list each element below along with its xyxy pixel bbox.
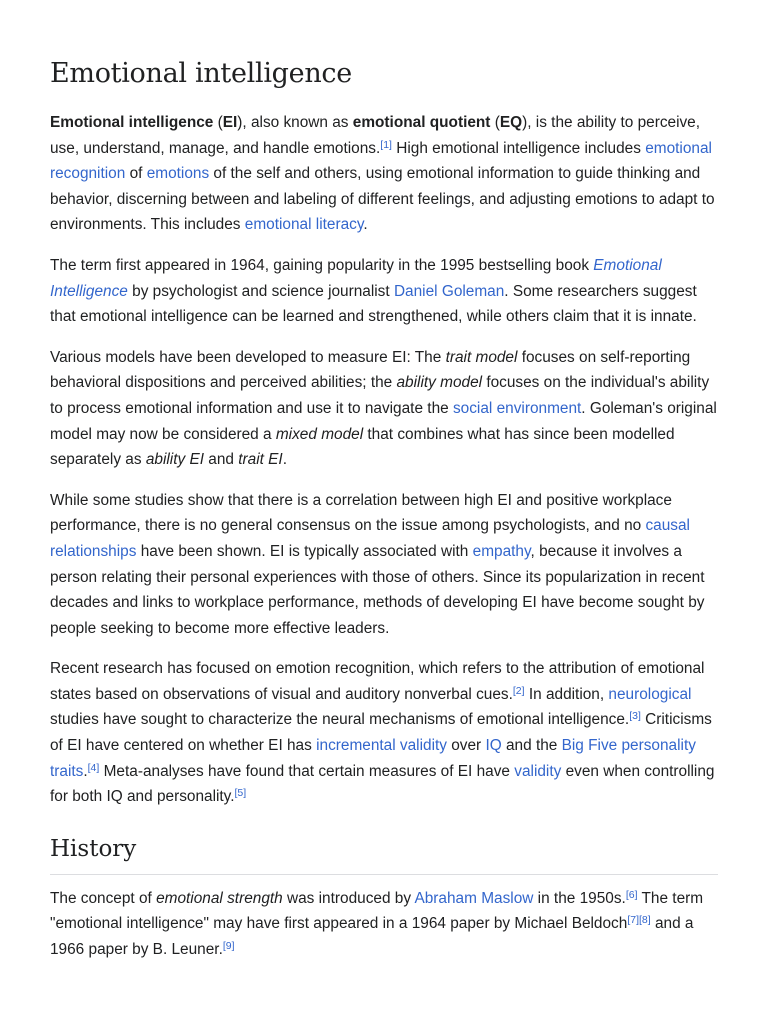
text: While some studies show that there is a correlation between high EI and positive workplace performance, there is no general consensus on the issue among psychologists, and no [50,491,672,535]
text: ( [490,114,500,131]
italic-term: ability model [396,374,483,392]
link-incremental-validity[interactable]: incremental validity [316,737,447,755]
link-big-five-personality-traits[interactable]: Big Five personality traits [50,737,696,780]
italic-term: mixed model [275,425,364,443]
text: . [83,762,88,780]
text: . [363,216,368,234]
bold-term: EI [222,114,238,131]
text: have been shown. EI is typically associated with [136,542,473,560]
citation-link[interactable]: [6] [625,888,638,901]
citation-link[interactable]: [1] [380,138,392,151]
text: . Goleman's original model may now be considered a [50,399,717,443]
link-abraham-maslow[interactable]: Abraham Maslow [414,889,534,907]
link-emotional-recognition[interactable]: emotional recognition [50,139,712,183]
italic-term: emotional strength [156,889,283,907]
link-causal-relationships[interactable]: causal relationships [50,517,690,560]
text: Recent research has focused on emotion recognition, which refers to the attribution of emotional states based on observations of visual and auditory nonverbal cues. [50,660,705,703]
text: . [282,451,287,469]
text: Meta-analyses have found that certain measures of EI have [99,762,515,780]
citation-link[interactable]: [2] [512,684,525,697]
intro-paragraph-1 [50,110,718,238]
text: and [204,451,239,469]
italic-term: ability EI [145,451,204,469]
text: focuses on self-reporting behavioral dispositions and perceived abilities; the [50,348,691,392]
intro-paragraph-5 [50,656,718,810]
text: Various models have been developed to measure EI: The [50,348,446,366]
intro-paragraph-3 [50,345,718,473]
link-daniel-goleman[interactable]: Daniel Goleman [393,282,505,300]
page-title: Emotional intelligence [50,58,352,89]
text: High emotional intelligence includes [391,139,646,157]
text: The term "emotional intelligence" may have first appeared in a 1964 paper by Michael Beldoch [50,889,704,933]
italic-term: trait EI [238,451,283,469]
citation-link[interactable]: [9] [222,940,235,953]
text: The term first appeared in 1964, gaining popularity in the 1995 bestselling book [50,256,594,274]
text: Criticisms of EI have centered on whether EI has [50,711,712,755]
link-social-environment[interactable]: social environment [452,399,582,417]
text: and the [501,737,562,755]
text: over [446,737,486,755]
bold-term: Emotional intelligence [50,114,214,131]
text: studies have sought to characterize the neural mechanisms of emotional intelligence. [50,711,630,729]
text: The concept of [50,889,157,907]
link-iq[interactable]: IQ [485,737,502,755]
text: , because it involves a person relating their personal experiences with those of others. Since its popularization in recent decades and links to workplace performance, methods of developing EI have become sought by people seeking to become more effective leaders. [50,542,705,637]
citation-link[interactable]: [7] [627,914,639,927]
bold-term: emotional quotient [352,114,491,131]
bold-term: EQ [499,114,523,131]
text: of [125,165,147,183]
text: ( [213,114,223,131]
link-emotional-literacy[interactable]: emotional literacy [244,216,364,234]
text: ), is the ability to perceive, use, understand, manage, and handle emotions. [50,114,701,157]
link-neurological[interactable]: neurological [608,685,692,703]
text: was introduced by [282,889,415,907]
text: and a 1966 paper by B. Leuner. [50,915,694,959]
text: of the self and others, using emotional information to guide thinking and behavior, discerning between and labeling of different feelings, and adjusting emotions to adapt to environments. This includes [50,165,715,234]
citation-link[interactable]: [5] [234,787,247,800]
intro-paragraph-4 [50,488,718,642]
link-validity[interactable]: validity [514,762,562,780]
citation-link[interactable]: [4] [87,761,100,774]
italic-term: trait model [445,348,518,366]
text: ), also known as [237,114,353,131]
text: that combines what has since been modelled separately as [50,425,675,469]
link-emotions[interactable]: emotions [146,165,210,183]
text: even when controlling for both IQ and personality. [50,762,715,806]
link-empathy[interactable]: empathy [472,542,531,560]
text: . Some researchers suggest that emotional intelligence can be learned and strengthened, while others claim that it is innate. [50,282,697,326]
link-text: Emotional Intelligence [50,256,662,300]
history-paragraph [50,886,718,963]
citation-link[interactable]: [3] [629,710,641,723]
text: In addition, [524,685,609,703]
intro-paragraph-2 [50,253,718,330]
text: by psychologist and science journalist [127,282,394,300]
text: focuses on the individual's ability to process emotional information and use it to navigate the [50,374,710,417]
section-heading-history: History [50,833,718,875]
text: in the 1950s. [533,889,626,907]
citation-link[interactable]: [8] [639,914,651,927]
